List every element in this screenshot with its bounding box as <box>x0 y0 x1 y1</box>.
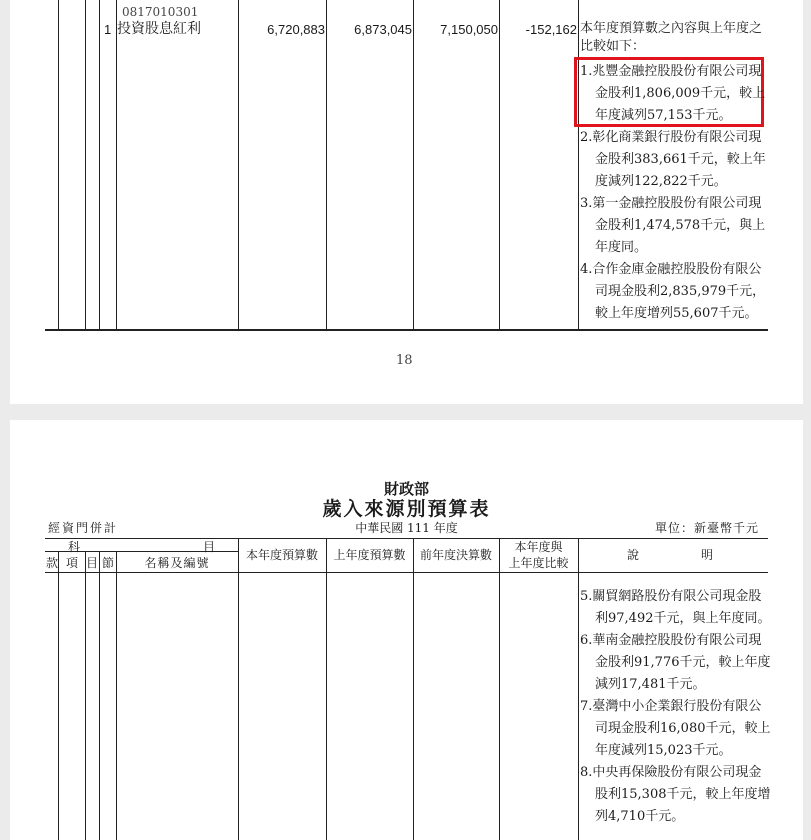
note-line: 彰化商業銀行股份有限公司現 <box>592 130 762 145</box>
note-number: 8. <box>580 765 593 780</box>
column-line <box>326 538 327 840</box>
note-line: 年度同。 <box>595 240 648 255</box>
column-line <box>578 0 579 330</box>
current-budget-value: 6,720,883 <box>267 22 325 37</box>
page-number: 18 <box>396 353 413 368</box>
header-bottom-rule <box>45 572 768 573</box>
note-line: 金股利91,776千元，較上年度 <box>595 655 771 670</box>
column-line <box>85 551 86 840</box>
column-line <box>116 551 117 840</box>
header-comparison-line2: 上年度比較 <box>508 556 569 570</box>
header-kuan: 款 <box>46 556 60 570</box>
header-ke: 科 <box>68 540 82 554</box>
item-number: 1 <box>104 22 112 37</box>
note-line: 司現金股利16,080千元，較上 <box>595 721 771 736</box>
column-line <box>99 551 100 840</box>
column-line <box>116 0 117 330</box>
column-line <box>499 0 500 330</box>
note-line: 列4,710千元。 <box>595 809 685 824</box>
fiscal-year-label: 中華民國 111 年度 <box>355 521 458 535</box>
note-line: 臺灣中小企業銀行股份有限公 <box>592 699 762 714</box>
note-line: 度減列122,822千元。 <box>595 174 727 189</box>
item-name: 投資股息紅利 <box>117 21 201 37</box>
column-line <box>238 0 239 330</box>
note-line: 較上年度增列55,607千元。 <box>595 306 758 321</box>
table-bottom-rule <box>45 329 768 331</box>
note-number: 5. <box>580 589 593 604</box>
previous-final-value: 7,150,050 <box>440 22 498 37</box>
note-number: 4. <box>580 262 593 277</box>
column-line <box>58 0 59 330</box>
header-mu2: 目 <box>86 556 100 570</box>
item-code: 0817010301 <box>122 5 199 19</box>
note-line: 股利15,308千元，較上年度增 <box>595 787 771 802</box>
note-line: 年度減列15,023千元。 <box>595 743 732 758</box>
header-previous-final: 前年度決算數 <box>419 548 492 562</box>
org-title: 財政部 <box>383 480 429 498</box>
header-comparison-line1: 本年度與 <box>514 540 563 554</box>
header-current-budget: 本年度預算數 <box>245 548 318 562</box>
note-number: 3. <box>580 196 593 211</box>
note-line: 第一金融控股股份有限公司現 <box>592 196 762 211</box>
note-line: 華南金融控股股份有限公司現 <box>592 633 762 648</box>
document-page-18 <box>10 0 803 404</box>
column-line <box>238 538 239 840</box>
header-name: 名稱及編號 <box>144 556 210 570</box>
note-line: 年度減列57,153千元。 <box>595 108 732 123</box>
note-line: 司現金股利2,835,979千元， <box>595 284 766 299</box>
note-line: 合作金庫金融控股股份有限公 <box>592 262 762 277</box>
note-number: 2. <box>580 130 593 145</box>
note-line: 金股利1,474,578千元，與上 <box>595 218 766 233</box>
note-number: 7. <box>580 699 593 714</box>
note-number: 1. <box>580 64 593 79</box>
column-line <box>99 0 100 330</box>
note-number: 6. <box>580 633 593 648</box>
note-line: 減列17,481千元。 <box>595 677 706 692</box>
document-page-19 <box>10 420 803 840</box>
note-line: 兆豐金融控股股份有限公司現 <box>592 64 762 79</box>
funding-type-label: 經資門併計 <box>48 521 119 535</box>
page-title: 歲入來源別預算表 <box>322 498 491 520</box>
header-explain-2: 明 <box>701 548 715 562</box>
previous-budget-value: 6,873,045 <box>354 22 412 37</box>
header-previous-budget: 上年度預算數 <box>333 548 406 562</box>
note-line: 關貿網路股份有限公司現金股 <box>592 589 762 604</box>
column-line <box>413 0 414 330</box>
column-line <box>58 551 59 840</box>
header-mu: 目 <box>203 540 217 554</box>
column-line <box>326 0 327 330</box>
header-jie: 節 <box>102 556 116 570</box>
note-line: 金股利1,806,009千元，較上 <box>595 86 766 101</box>
header-xiang: 項 <box>66 556 80 570</box>
column-line <box>578 538 579 840</box>
note-line: 金股利383,661千元，較上年 <box>595 152 766 167</box>
explanation-intro-line: 比較如下： <box>580 39 646 54</box>
header-top-rule <box>45 538 768 539</box>
note-line: 利97,492千元，與上年度同。 <box>595 611 771 626</box>
unit-label: 單位：新臺幣千元 <box>655 521 760 535</box>
column-line <box>499 538 500 840</box>
column-line <box>413 538 414 840</box>
note-line: 中央再保險股份有限公司現金 <box>592 765 762 780</box>
header-explain-1: 說 <box>627 548 641 562</box>
column-line <box>85 0 86 330</box>
comparison-value: -152,162 <box>525 22 577 37</box>
explanation-intro-line: 本年度預算數之內容與上年度之 <box>580 21 763 36</box>
